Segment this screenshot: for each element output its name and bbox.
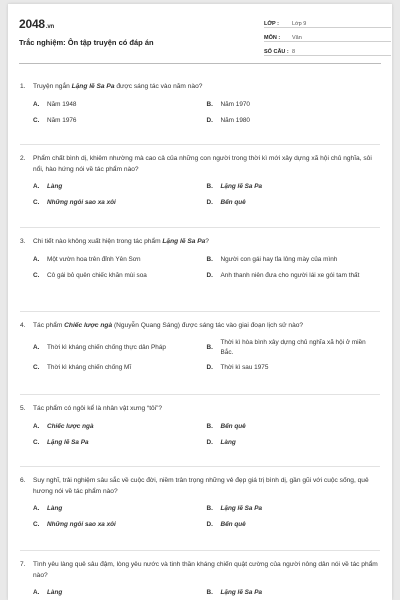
question-body: Phẩm chất bình dị, khiêm nhường mà cao cả của những con người trong thời kì mới xây dựng xã hội chủ nghĩa, sôi nổi, hào hứng nói về tác phẩm nào? bbox=[33, 155, 372, 173]
option-letter: A. bbox=[33, 505, 40, 512]
question-divider bbox=[20, 311, 380, 312]
answer-options bbox=[20, 338, 380, 374]
option-text: Làng bbox=[47, 183, 63, 190]
question-text bbox=[20, 154, 380, 175]
answer-options bbox=[20, 254, 380, 282]
answer-option-b[interactable] bbox=[207, 181, 381, 193]
option-letter: D. bbox=[206, 438, 213, 446]
question-1 bbox=[20, 82, 380, 127]
option-text: Năm 1970 bbox=[220, 100, 250, 108]
question-text bbox=[20, 321, 380, 332]
option-letter: D. bbox=[206, 521, 213, 528]
question-3 bbox=[20, 237, 380, 282]
option-text: Lặng lẽ Sa Pa bbox=[47, 438, 89, 446]
answer-option-c[interactable] bbox=[33, 115, 207, 127]
answer-option-b[interactable] bbox=[207, 254, 381, 266]
meta-class: LỚP : Lớp 9 bbox=[264, 17, 391, 28]
answer-options bbox=[20, 587, 380, 599]
answer-option-a[interactable] bbox=[33, 503, 207, 515]
answer-option-a[interactable] bbox=[33, 181, 207, 193]
option-text: Bến quê bbox=[220, 521, 246, 528]
option-text: Anh thanh niên đưa cho người lái xe gói tam thất bbox=[220, 271, 360, 279]
answer-options bbox=[20, 99, 380, 127]
question-7 bbox=[20, 560, 380, 599]
option-letter: D. bbox=[206, 116, 213, 124]
option-text: Chiếc lược ngà bbox=[47, 422, 94, 430]
option-text: Thời kì hòa bình xây dựng chủ nghĩa xã hội ở miền Bắc. bbox=[220, 338, 366, 356]
option-text: Làng bbox=[47, 505, 63, 512]
question-body: Chi tiết nào không xuất hiện trong tác phẩm Lặng lẽ Sa Pa? bbox=[33, 238, 209, 245]
question-body: Truyện ngắn Lặng lẽ Sa Pa được sáng tác vào năm nào? bbox=[33, 83, 203, 90]
page-header bbox=[19, 4, 381, 64]
meta-subject: MÔN : Văn bbox=[264, 31, 391, 42]
option-letter: D. bbox=[206, 363, 213, 371]
question-text bbox=[20, 476, 380, 497]
question-divider bbox=[20, 227, 380, 228]
question-5 bbox=[20, 404, 380, 449]
question-number: 3. bbox=[20, 238, 26, 245]
page-title: Trắc nghiệm: Ôn tập truyện có đáp án bbox=[19, 38, 154, 47]
option-letter: B. bbox=[206, 505, 213, 512]
answer-option-d[interactable] bbox=[207, 362, 381, 374]
question-body: Tình yêu làng quê sâu đậm, lòng yêu nước và tinh thần kháng chiến quật cường của người nông dân nói về tác phẩm nào? bbox=[33, 561, 378, 579]
option-letter: B. bbox=[206, 422, 213, 430]
option-text: Lặng lẽ Sa Pa bbox=[220, 505, 263, 512]
question-divider bbox=[20, 394, 380, 395]
question-body: Suy nghĩ, trải nghiệm sâu sắc về cuộc đời, niềm trân trọng những vẻ đẹp giá trị bình dị, gần gũi với cuộc sống, quê hương nói về tác phẩm nào? bbox=[33, 477, 369, 495]
question-divider bbox=[20, 466, 380, 467]
answer-option-a[interactable] bbox=[33, 254, 207, 266]
option-text: Năm 1976 bbox=[47, 116, 77, 124]
answer-option-d[interactable] bbox=[207, 115, 381, 127]
option-letter: C. bbox=[33, 116, 40, 124]
answer-option-b[interactable] bbox=[207, 99, 381, 111]
question-number: 2. bbox=[20, 155, 26, 162]
quiz-meta bbox=[264, 17, 391, 59]
question-body: Tác phẩm có ngôi kể là nhân vật xưng “tôi”? bbox=[33, 405, 163, 412]
question-number: 6. bbox=[20, 477, 26, 484]
option-letter: D. bbox=[206, 271, 213, 279]
quiz-page bbox=[8, 4, 392, 600]
option-text: Cô gái bỏ quên chiếc khăn mùi soa bbox=[47, 271, 147, 279]
question-text bbox=[20, 404, 380, 415]
option-letter: D. bbox=[206, 199, 213, 206]
question-number: 7. bbox=[20, 561, 26, 568]
option-text: Làng bbox=[220, 438, 236, 446]
option-letter: C. bbox=[33, 438, 40, 446]
option-text: Lặng lẽ Sa Pa bbox=[220, 183, 263, 190]
option-letter: A. bbox=[33, 422, 40, 430]
answer-option-d[interactable] bbox=[207, 270, 381, 282]
option-text: Một vườn hoa trên đỉnh Yên Sơn bbox=[47, 255, 141, 263]
question-text bbox=[20, 560, 380, 581]
option-text: Năm 1980 bbox=[220, 116, 250, 124]
answer-options bbox=[20, 181, 380, 209]
answer-options bbox=[20, 503, 380, 531]
option-letter: A. bbox=[33, 100, 40, 108]
answer-option-c[interactable] bbox=[33, 270, 207, 282]
option-letter: A. bbox=[33, 255, 40, 263]
option-text: Thời kì sau 1975 bbox=[220, 363, 269, 371]
answer-option-c[interactable] bbox=[33, 519, 207, 531]
option-letter: A. bbox=[33, 589, 40, 596]
option-letter: B. bbox=[206, 589, 213, 596]
answer-option-d[interactable] bbox=[207, 197, 381, 209]
answer-option-b[interactable] bbox=[207, 503, 381, 515]
question-text bbox=[20, 82, 380, 93]
option-text: Lặng lẽ Sa Pa bbox=[220, 589, 263, 596]
option-letter: C. bbox=[33, 521, 40, 528]
option-letter: C. bbox=[33, 363, 40, 371]
question-2 bbox=[20, 154, 380, 209]
answer-option-a[interactable] bbox=[33, 421, 207, 433]
option-letter: A. bbox=[33, 183, 40, 190]
option-text: Những ngôi sao xa xôi bbox=[47, 199, 116, 206]
question-body: Tác phẩm Chiếc lược ngà (Nguyễn Quang Sáng) được sáng tác vào giai đoạn lịch sử nào? bbox=[33, 322, 304, 329]
question-4 bbox=[20, 321, 380, 374]
option-letter: B. bbox=[206, 183, 213, 190]
question-divider bbox=[20, 144, 380, 145]
question-divider bbox=[20, 550, 380, 551]
answer-option-c[interactable] bbox=[33, 197, 207, 209]
work-title: Lặng lẽ Sa Pa bbox=[162, 238, 206, 245]
answer-option-c[interactable] bbox=[33, 437, 207, 449]
question-number: 1. bbox=[20, 83, 26, 90]
option-text: Bến quê bbox=[220, 422, 246, 430]
answer-option-a[interactable] bbox=[33, 587, 207, 599]
option-letter: C. bbox=[33, 199, 40, 206]
option-letter: B. bbox=[206, 100, 213, 108]
question-text bbox=[20, 237, 380, 248]
site-logo[interactable]: 2048.vn bbox=[19, 17, 54, 31]
option-text: Những ngôi sao xa xôi bbox=[47, 521, 116, 528]
answer-option-b[interactable] bbox=[207, 421, 381, 433]
answer-option-a[interactable] bbox=[33, 99, 207, 111]
work-title: Lặng lẽ Sa Pa bbox=[71, 83, 115, 90]
answer-option-b[interactable] bbox=[207, 587, 381, 599]
option-text: Người con gái hay tỉa lông mày của mình bbox=[220, 255, 338, 263]
meta-count: SỐ CÂU : 8 bbox=[264, 45, 391, 56]
option-text: Bến quê bbox=[220, 199, 246, 206]
option-letter: C. bbox=[33, 271, 40, 279]
work-title: Chiếc lược ngà bbox=[64, 322, 113, 329]
question-number: 4. bbox=[20, 322, 26, 329]
option-letter: B. bbox=[206, 343, 213, 351]
answer-option-b[interactable] bbox=[207, 338, 381, 358]
option-text: Thời kì kháng chiến chống Mĩ bbox=[47, 363, 132, 371]
option-letter: A. bbox=[33, 343, 40, 351]
answer-option-a[interactable] bbox=[33, 338, 207, 358]
option-text: Thời kì kháng chiến chống thực dân Pháp bbox=[47, 343, 166, 351]
answer-option-d[interactable] bbox=[207, 519, 381, 531]
answer-option-d[interactable] bbox=[207, 437, 381, 449]
answer-option-c[interactable] bbox=[33, 362, 207, 374]
answer-options bbox=[20, 421, 380, 449]
question-6 bbox=[20, 476, 380, 531]
option-text: Làng bbox=[47, 589, 63, 596]
option-text: Năm 1948 bbox=[47, 100, 77, 108]
option-letter: B. bbox=[206, 255, 213, 263]
question-number: 5. bbox=[20, 405, 26, 412]
